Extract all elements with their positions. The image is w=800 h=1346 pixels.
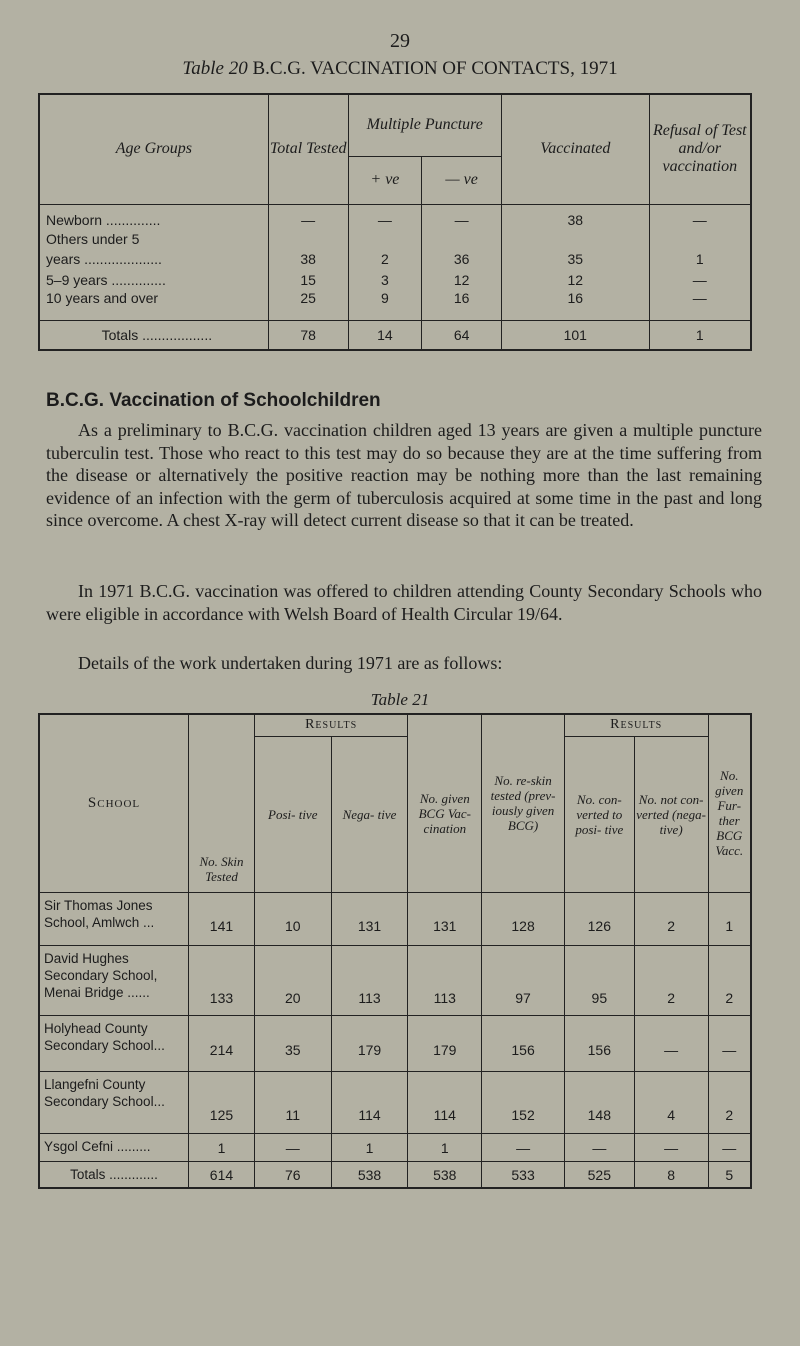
cell-refusal: —: [649, 290, 751, 320]
cell-pos: 3: [348, 269, 422, 290]
cell-neg: —: [422, 204, 502, 230]
table-row: [39, 269, 751, 290]
table21-caption: Table 21: [370, 690, 430, 709]
cell-refusal: 1: [649, 248, 751, 269]
cell-total: 25: [268, 290, 348, 320]
table-row: [39, 1071, 751, 1133]
totals-total: 78: [268, 320, 348, 350]
table-row: [39, 230, 751, 248]
cell-neg: 16: [422, 290, 502, 320]
school-name: Llangefni County Secondary School...: [39, 1071, 189, 1133]
totals-further: 5: [708, 1161, 751, 1188]
totals-row: [39, 320, 751, 350]
header-positive: Posi- tive: [254, 736, 331, 892]
cell-further: —: [708, 1015, 751, 1071]
totals-converted: 525: [564, 1161, 634, 1188]
row-label: years ....................: [39, 248, 268, 269]
cell-total: [268, 230, 348, 248]
cell-negative: 1: [331, 1133, 408, 1161]
totals-row: [39, 1161, 751, 1188]
table20-caption-prefix: Table: [182, 58, 224, 79]
paragraph-details: Details of the work undertaken during 1971 are as follows:: [78, 653, 503, 673]
row-label: 10 years and over: [39, 290, 268, 320]
cell-positive: 10: [254, 892, 331, 945]
cell-vaccinated: [502, 230, 650, 248]
cell-positive: 35: [254, 1015, 331, 1071]
cell-pos: —: [348, 204, 422, 230]
cell-further: 2: [708, 945, 751, 1015]
cell-converted: 95: [564, 945, 634, 1015]
header-vaccinated: Vaccinated: [502, 94, 650, 204]
table-row: [39, 204, 751, 230]
table20-caption-num: 20: [228, 58, 248, 79]
table-row: [39, 248, 751, 269]
header-positive: + ve: [348, 156, 422, 204]
cell-tested: 133: [189, 945, 255, 1015]
section-heading: B.C.G. Vaccination of Schoolchildren: [46, 390, 381, 411]
cell-converted: 156: [564, 1015, 634, 1071]
cell-neg: 12: [422, 269, 502, 290]
paragraph-preliminary: As a preliminary to B.C.G. vaccination children aged 13 years are given a multiple puncture tuberculin test. Those who react to this test may do so because they are at the time suffering from the disease or alternatively the positive reaction may be nothing more than the last remaining evidence of an infection with the germ of tuberculosis acquired at some time in the past and long since overcome. A chest X-ray will detect current disease so that it can be treated.: [46, 420, 762, 530]
header-re-skin-tested: No. re-skin tested (prev- iously given BCG): [482, 714, 565, 892]
contacts-vaccination-table: [38, 93, 752, 351]
row-label: 5–9 years ..............: [39, 269, 268, 290]
cell-reskin: 128: [482, 892, 565, 945]
table-row: [39, 945, 751, 1015]
header-age-groups: Age Groups: [39, 94, 268, 204]
school-name: Ysgol Cefni .........: [39, 1133, 189, 1161]
cell-vaccinated: 38: [502, 204, 650, 230]
table-row: [39, 290, 751, 320]
cell-pos: 2: [348, 248, 422, 269]
cell-positive: —: [254, 1133, 331, 1161]
row-label: Newborn ..............: [39, 204, 268, 230]
cell-not-converted: 2: [634, 892, 708, 945]
header-negative: — ve: [422, 156, 502, 204]
cell-not-converted: 2: [634, 945, 708, 1015]
cell-given: 1: [408, 1133, 482, 1161]
totals-neg: 64: [422, 320, 502, 350]
totals-label: Totals .............: [39, 1161, 189, 1188]
table20-caption-title: B.C.G. VACCINATION OF CONTACTS, 1971: [252, 58, 618, 79]
totals-negative: 538: [331, 1161, 408, 1188]
cell-refusal: —: [649, 269, 751, 290]
totals-positive: 76: [254, 1161, 331, 1188]
totals-tested: 614: [189, 1161, 255, 1188]
totals-given: 538: [408, 1161, 482, 1188]
header-skin-tested: No. Skin Tested: [189, 714, 255, 892]
school-name: David Hughes Secondary School, Menai Bridge ......: [39, 945, 189, 1015]
school-name: Sir Thomas Jones School, Amlwch ...: [39, 892, 189, 945]
cell-positive: 20: [254, 945, 331, 1015]
cell-tested: 214: [189, 1015, 255, 1071]
header-school: School: [39, 714, 189, 892]
totals-reskin: 533: [482, 1161, 565, 1188]
header-given-bcg: No. given BCG Vac- cination: [408, 714, 482, 892]
schoolchildren-vaccination-table: [38, 713, 752, 1189]
cell-reskin: 152: [482, 1071, 565, 1133]
cell-given: 114: [408, 1071, 482, 1133]
cell-not-converted: —: [634, 1015, 708, 1071]
totals-label: Totals ..................: [39, 320, 268, 350]
cell-further: 2: [708, 1071, 751, 1133]
cell-not-converted: —: [634, 1133, 708, 1161]
cell-tested: 141: [189, 892, 255, 945]
table20-caption: [0, 58, 800, 80]
table-row: [39, 1133, 751, 1161]
cell-given: 113: [408, 945, 482, 1015]
cell-further: —: [708, 1133, 751, 1161]
totals-pos: 14: [348, 320, 422, 350]
cell-negative: 179: [331, 1015, 408, 1071]
header-results-2: Results: [564, 714, 708, 736]
cell-given: 179: [408, 1015, 482, 1071]
cell-tested: 1: [189, 1133, 255, 1161]
cell-neg: 36: [422, 248, 502, 269]
cell-negative: 113: [331, 945, 408, 1015]
cell-further: 1: [708, 892, 751, 945]
cell-total: —: [268, 204, 348, 230]
header-not-converted: No. not con- verted (nega- tive): [634, 736, 708, 892]
table-row: [39, 1015, 751, 1071]
header-further-bcg: No. given Fur- ther BCG Vacc.: [708, 714, 751, 892]
cell-not-converted: 4: [634, 1071, 708, 1133]
totals-refusal: 1: [649, 320, 751, 350]
school-name: Holyhead County Secondary School...: [39, 1015, 189, 1071]
header-results: Results: [254, 714, 407, 736]
header-refusal: Refusal of Test and/or vaccination: [649, 94, 751, 204]
cell-reskin: 156: [482, 1015, 565, 1071]
cell-tested: 125: [189, 1071, 255, 1133]
cell-positive: 11: [254, 1071, 331, 1133]
totals-vaccinated: 101: [502, 320, 650, 350]
table-row: [39, 892, 751, 945]
header-multiple-puncture: Multiple Puncture: [348, 94, 501, 156]
cell-neg: [422, 230, 502, 248]
cell-total: 15: [268, 269, 348, 290]
page-number: 29: [390, 30, 410, 52]
header-negative: Nega- tive: [331, 736, 408, 892]
cell-pos: 9: [348, 290, 422, 320]
cell-converted: —: [564, 1133, 634, 1161]
cell-refusal: —: [649, 204, 751, 230]
cell-reskin: 97: [482, 945, 565, 1015]
row-label: Others under 5: [39, 230, 268, 248]
cell-pos: [348, 230, 422, 248]
cell-negative: 131: [331, 892, 408, 945]
header-converted: No. con- verted to posi- tive: [564, 736, 634, 892]
cell-converted: 148: [564, 1071, 634, 1133]
paragraph-offered: In 1971 B.C.G. vaccination was offered to children attending County Secondary Schools who were eligible in accordance with Welsh Board of Health Circular 19/64.: [46, 581, 762, 624]
cell-total: 38: [268, 248, 348, 269]
cell-reskin: —: [482, 1133, 565, 1161]
cell-vaccinated: 16: [502, 290, 650, 320]
cell-negative: 114: [331, 1071, 408, 1133]
cell-converted: 126: [564, 892, 634, 945]
cell-refusal: [649, 230, 751, 248]
totals-not-converted: 8: [634, 1161, 708, 1188]
header-total-tested: Total Tested: [268, 94, 348, 204]
cell-vaccinated: 35: [502, 248, 650, 269]
cell-vaccinated: 12: [502, 269, 650, 290]
cell-given: 131: [408, 892, 482, 945]
